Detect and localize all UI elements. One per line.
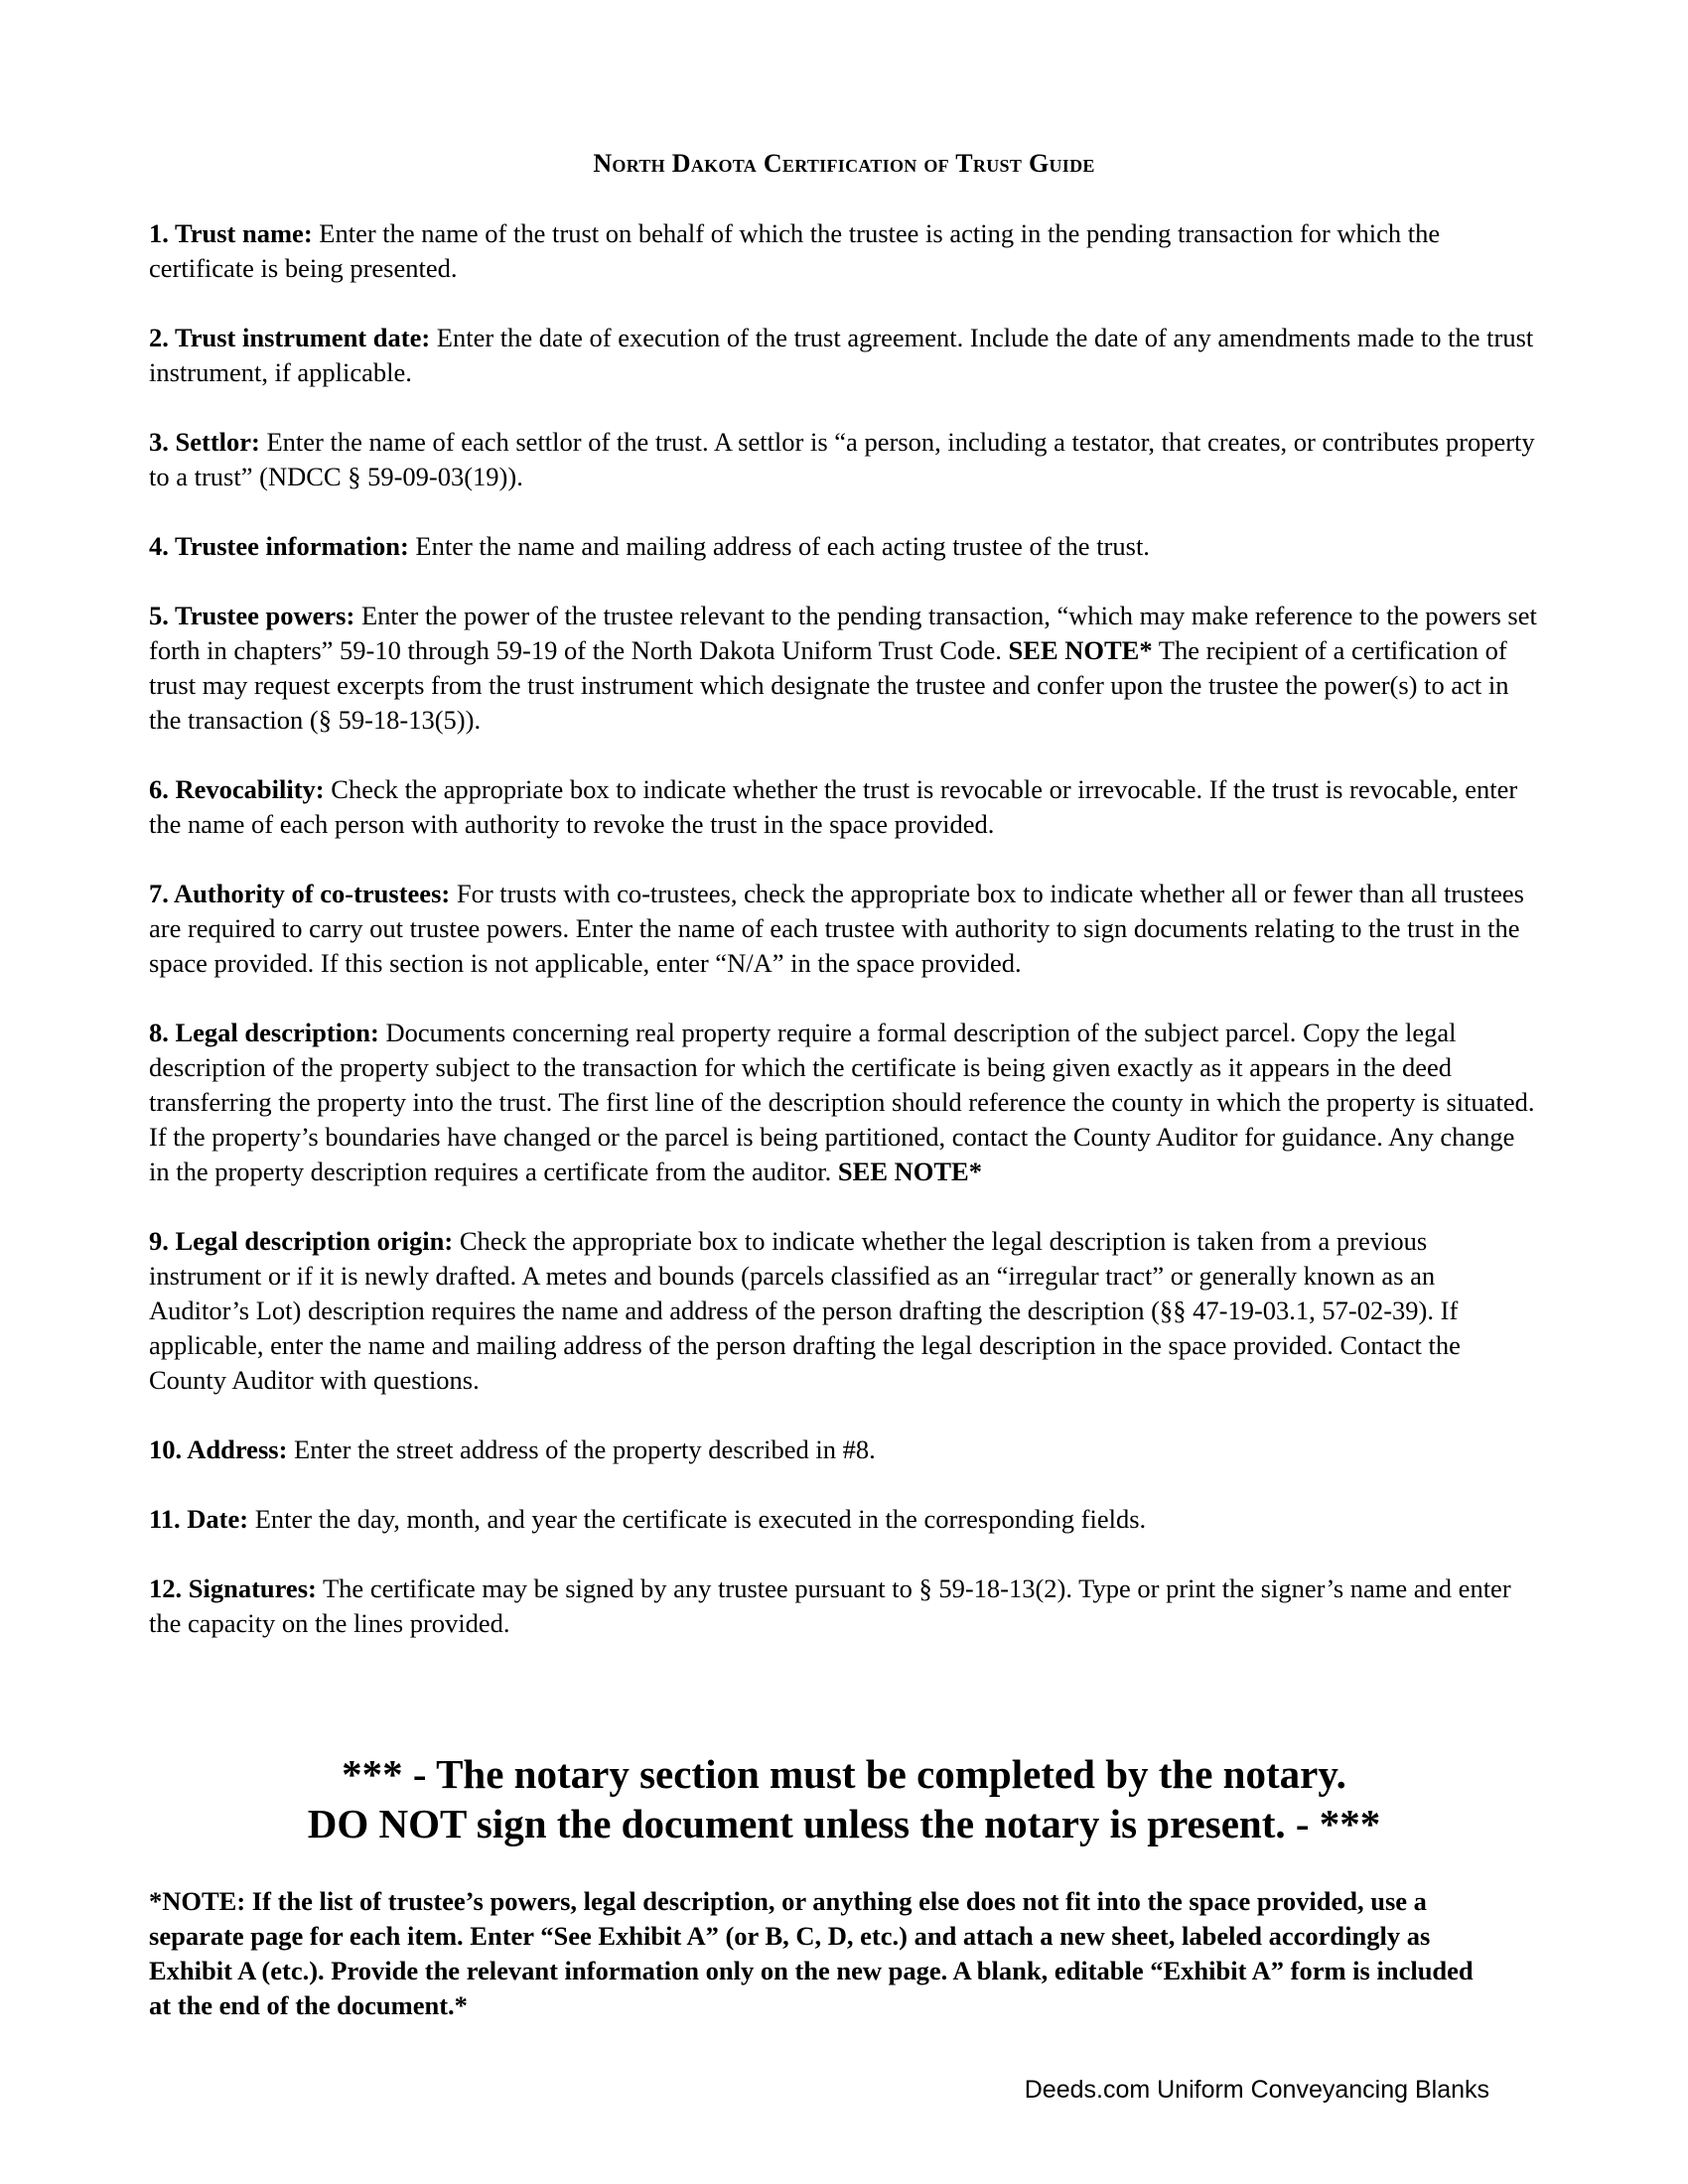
document-title: North Dakota Certification of Trust Guide <box>593 149 1095 178</box>
item-text: Enter the street address of the property described in #8. <box>287 1434 876 1464</box>
item-label: 2. Trust instrument date: <box>149 323 431 352</box>
item-text: Documents concerning real property require a formal description of the subject parcel. Copy the legal description of the property subject to the transaction for which the certificate is being given exactly as it appears in the deed transferring the property into the trust. The first line of the description should reference the county in which the property is situated. If the property’s boundaries have changed or the parcel is being partitioned, contact the County Auditor for guidance. Any change in the property description requires a certificate from the auditor. <box>149 1018 1535 1186</box>
see-note-ref: SEE NOTE* <box>1008 635 1153 665</box>
item-label: 9. Legal description origin: <box>149 1226 454 1256</box>
guide-item-address <box>149 1433 1539 1467</box>
item-text: Enter the name of each settlor of the trust. A settlor is “a person, including a testator, that creates, or contributes property to a trust” (NDCC § 59-09-03(19)). <box>149 427 1535 491</box>
guide-item-signatures <box>149 1571 1539 1641</box>
guide-item-settlor <box>149 425 1539 494</box>
item-text: Enter the name of the trust on behalf of which the trustee is acting in the pending transaction for which the certificate is being presented. <box>149 218 1441 283</box>
item-label: 10. Address: <box>149 1434 288 1464</box>
item-text-after: The recipient of a certification of trust may request excerpts from the trust instrument which designate the trustee and confer upon the trustee the power(s) to act in the transaction (§ 59-18-13(5)). <box>149 635 1509 735</box>
item-label: 1. Trust name: <box>149 218 313 248</box>
item-text: The certificate may be signed by any trustee pursuant to § 59-18-13(2). Type or print the signer’s name and enter the capacity on the lines provided. <box>149 1573 1511 1638</box>
footer-text: Deeds.com Uniform Conveyancing Blanks <box>1024 2076 1489 2104</box>
notary-warning <box>0 1749 1688 1848</box>
item-text: Enter the power of the trustee relevant to the pending transaction, “which may make reference to the powers set forth in chapters” 59-10 through 59-19 of the North Dakota Uniform Trust Code. <box>149 601 1537 665</box>
item-label: 8. Legal description: <box>149 1018 379 1047</box>
item-label: 6. Revocability: <box>149 774 325 804</box>
item-text: Check the appropriate box to indicate whether the trust is revocable or irrevocable. If the trust is revocable, enter the name of each person with authority to revoke the trust in the space provided. <box>149 774 1518 839</box>
guide-items <box>149 216 1539 1676</box>
guide-item-trustee-powers <box>149 599 1539 738</box>
item-label: 5. Trustee powers: <box>149 601 355 630</box>
guide-item-revocability <box>149 772 1539 842</box>
item-text: For trusts with co-trustees, check the appropriate box to indicate whether all or fewer than all trustees are required to carry out trustee powers. Enter the name of each trustee with authority to sign documents relating to the trust in the space provided. If this section is not applicable, enter “N/A” in the space provided. <box>149 879 1524 978</box>
item-label: 11. Date: <box>149 1504 249 1534</box>
notary-warning-line-2: DO NOT sign the document unless the notary is present. - *** <box>307 1801 1381 1846</box>
guide-item-trust-name <box>149 216 1539 286</box>
item-text: Check the appropriate box to indicate whether the legal description is taken from a previous instrument or if it is newly drafted. A metes and bounds (parcels classified as an “irregular tract” or generally known as an Auditor’s Lot) description requires the name and address of the person drafting the description (§§ 47-19-03.1, 57-02-39). If applicable, enter the name and mailing address of the person drafting the legal description in the space provided. Contact the County Auditor with questions. <box>149 1226 1461 1395</box>
guide-item-authority-of-co-trustees <box>149 877 1539 981</box>
item-text: Enter the date of execution of the trust agreement. Include the date of any amendments made to the trust instrument, if applicable. <box>149 323 1534 387</box>
see-note-ref: SEE NOTE* <box>837 1157 982 1186</box>
item-label: 4. Trustee information: <box>149 531 409 561</box>
guide-item-date <box>149 1502 1539 1537</box>
item-label: 7. Authority of co-trustees: <box>149 879 451 908</box>
guide-item-trustee-information <box>149 529 1539 564</box>
guide-item-legal-description <box>149 1016 1539 1189</box>
item-text: Enter the name and mailing address of each acting trustee of the trust. <box>408 531 1150 561</box>
item-label: 12. Signatures: <box>149 1573 317 1603</box>
item-text: Enter the day, month, and year the certificate is executed in the corresponding fields. <box>248 1504 1147 1534</box>
exhibit-note: *NOTE: If the list of trustee’s powers, legal description, or anything else does not fit into the space provided, use a separate page for each item. Enter “See Exhibit A” (or B, C, D, etc.) and attach a new sheet, labeled accordingly as Exhibit A (etc.). Provide the relevant information only on the new page. A blank, editable “Exhibit A” form is included at the end of the document.* <box>149 1886 1474 2020</box>
notary-warning-line-1: *** - The notary section must be completed by the notary. <box>342 1751 1346 1797</box>
item-label: 3. Settlor: <box>149 427 260 457</box>
guide-item-legal-description-origin <box>149 1224 1539 1398</box>
guide-item-trust-instrument-date <box>149 321 1539 390</box>
